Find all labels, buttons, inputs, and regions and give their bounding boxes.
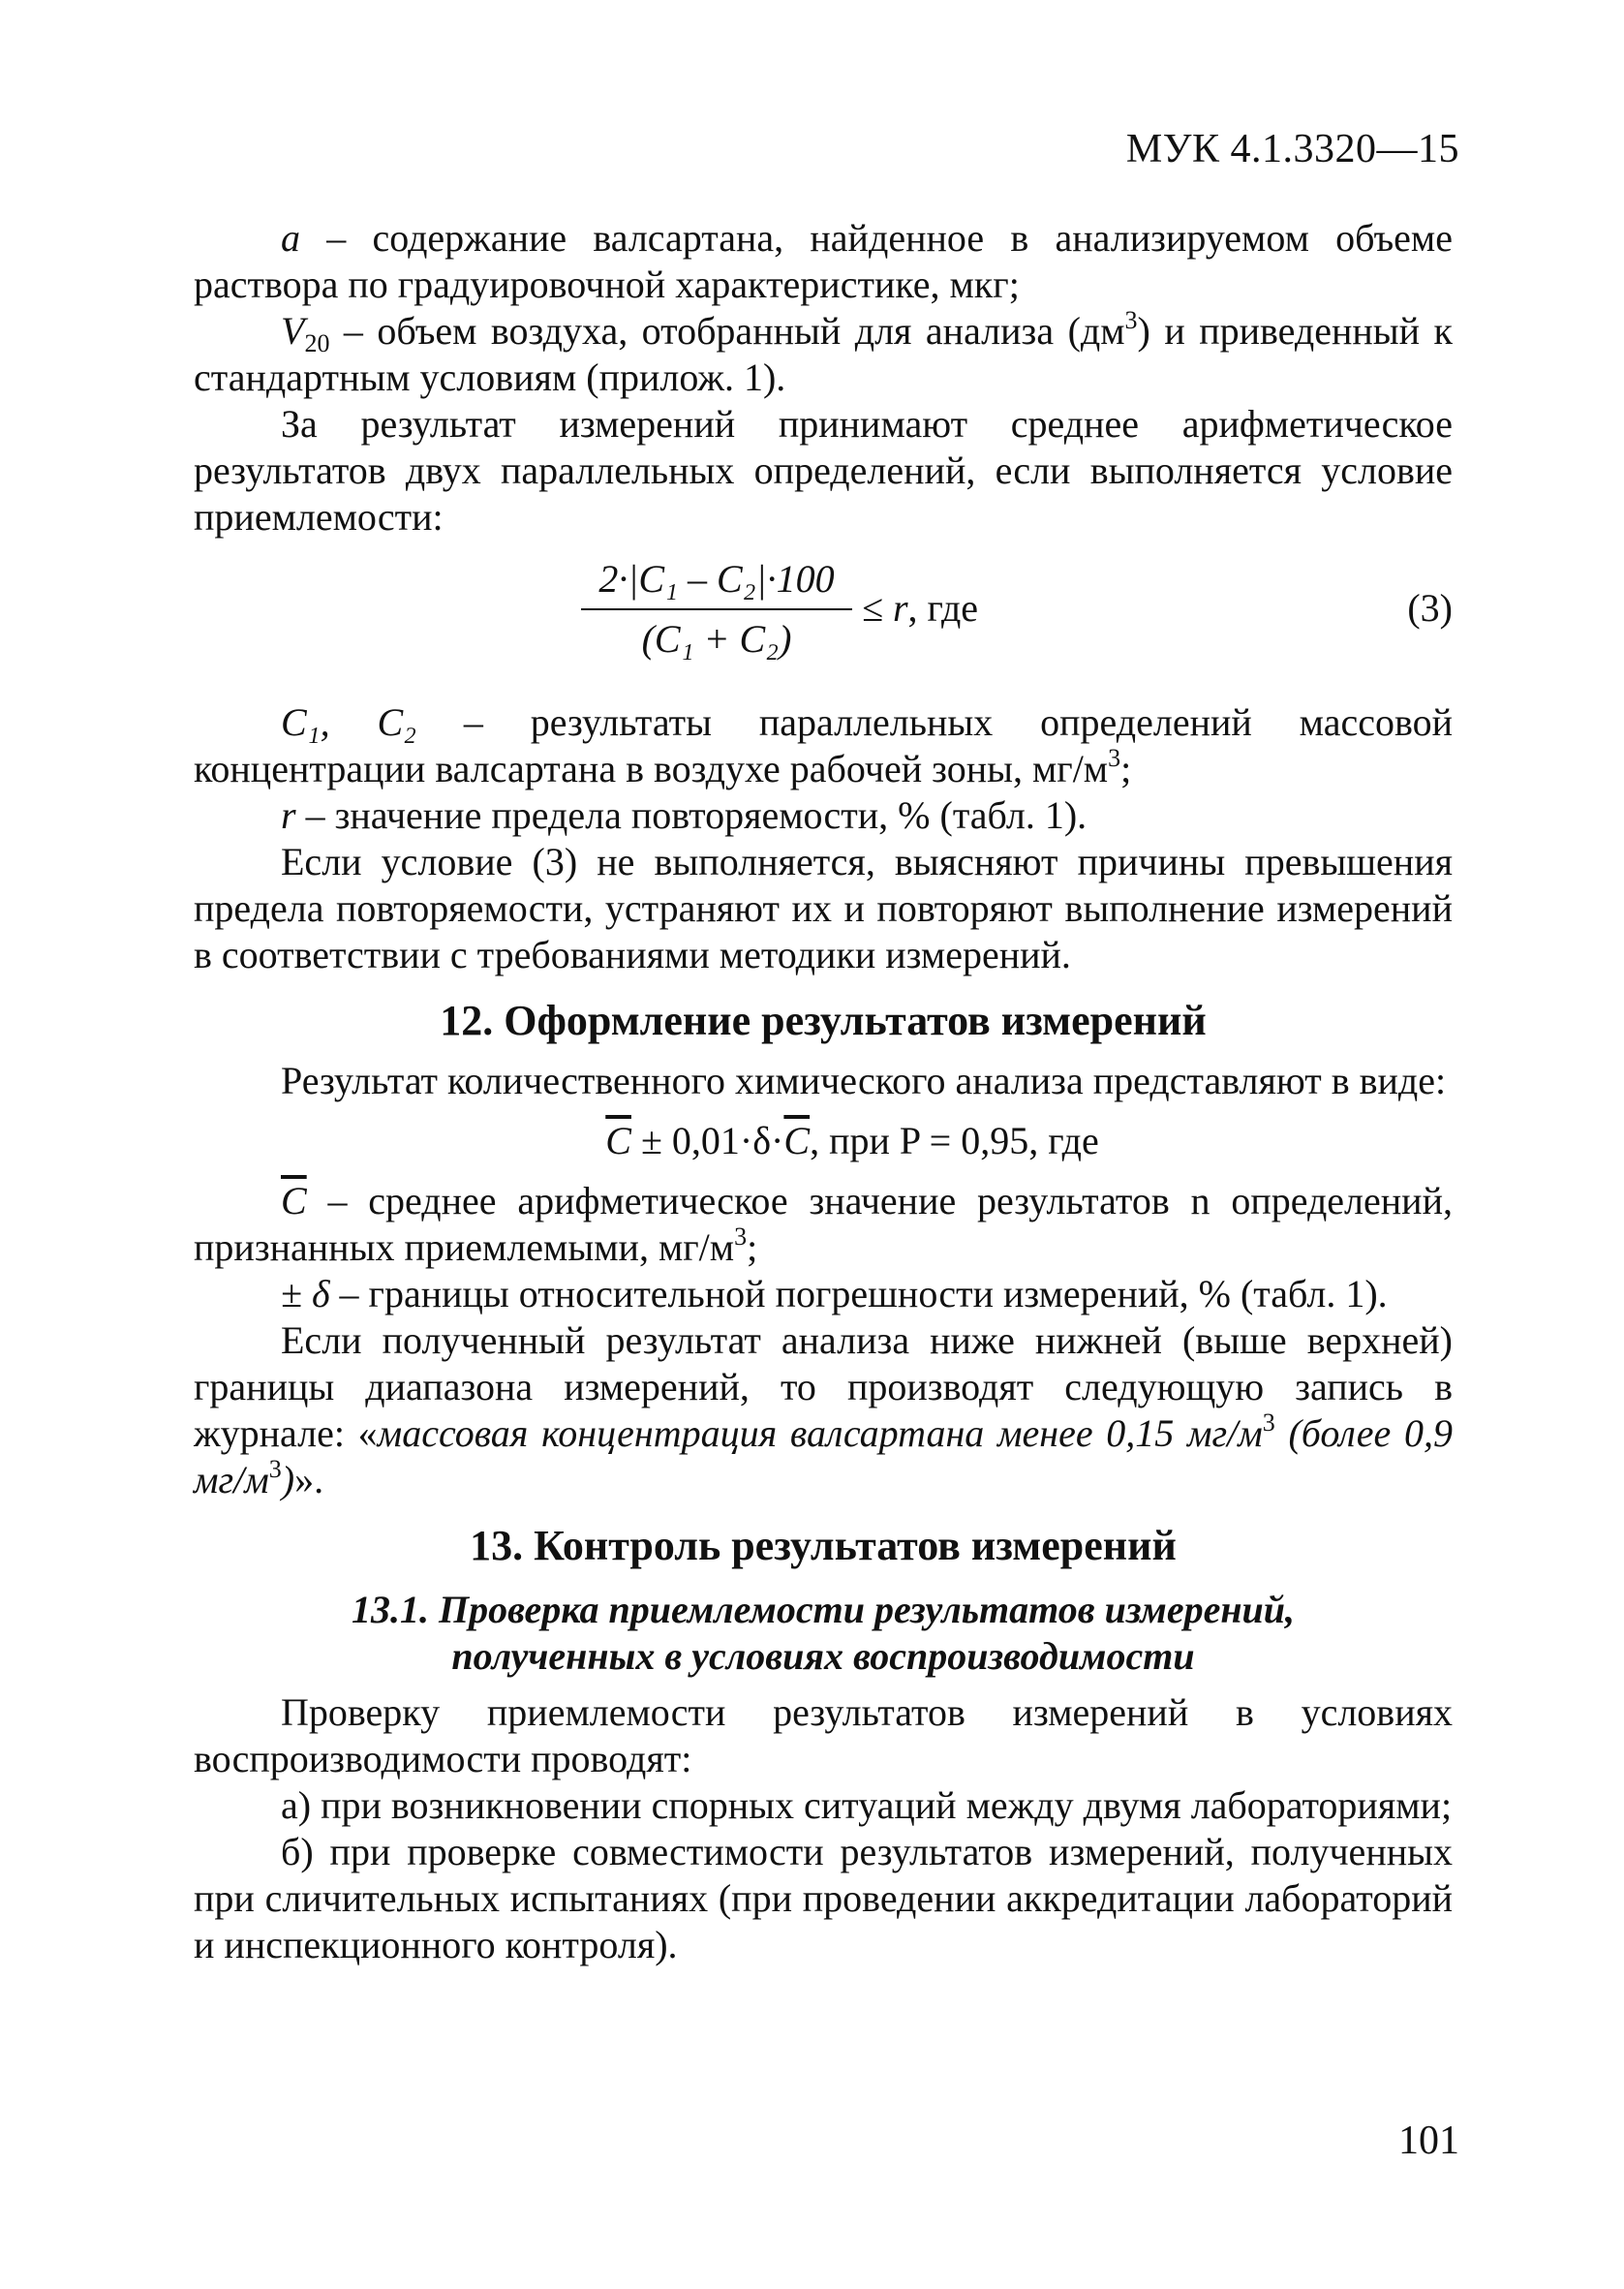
journal-text-end: ». bbox=[294, 1458, 324, 1501]
definition-v20-sup: 3 bbox=[1124, 306, 1138, 334]
page-number: 101 bbox=[1398, 2119, 1459, 2163]
formula-3-denominator: (C₁ + C₂) bbox=[641, 617, 792, 661]
definition-cbar bbox=[194, 1178, 1453, 1271]
variable-c1-c2: C₁, C₂ bbox=[281, 700, 417, 744]
section-13-intro: Проверку приемлемости результатов измерений в условиях воспроизводимости проводят: bbox=[194, 1690, 1453, 1780]
document-body bbox=[194, 215, 1453, 1968]
result-formula bbox=[194, 1118, 1453, 1164]
formula-3-fraction bbox=[581, 554, 852, 665]
subsection-13-1-heading bbox=[194, 1587, 1453, 1680]
definition-v20-text-1: – объем воздуха, отобранный для анализа (дм bbox=[329, 309, 1125, 353]
journal-sup-2: 3 bbox=[268, 1455, 282, 1483]
result-formula-tail: , при P = 0,95, где bbox=[810, 1119, 1099, 1162]
paragraph-journal-entry bbox=[194, 1317, 1453, 1503]
section-12-heading: 12. Оформление результатов измерений bbox=[440, 997, 1207, 1044]
journal-text-1: Если полученный результат анализа ниже нижней (выше верхней) границы диапазона измерений, то производят следующую запись в журнале: « bbox=[194, 1318, 1453, 1455]
definition-cbar-sup: 3 bbox=[734, 1222, 748, 1251]
definition-r bbox=[194, 792, 1453, 839]
result-formula-cbar: $\overline{C}$ bbox=[605, 1119, 631, 1162]
formula-3-relation bbox=[862, 585, 978, 632]
formula-3-where: , где bbox=[907, 586, 979, 630]
paragraph-result-acceptance: За результат измерений принимают среднее арифметическое результатов двух параллельных определений, если выполняется условие приемлемости: bbox=[194, 402, 1453, 539]
definition-delta-text: – границы относительной погрешности измерений, % (табл. 1). bbox=[329, 1272, 1388, 1315]
definition-c1-c2-text-1: – результаты параллельных определений массовой концентрации валсартана в воздухе рабочей зоны, мг/м bbox=[194, 700, 1453, 790]
definition-a-text: – содержание валсартана, найденное в анализируемом объеме раствора по градуировочной характеристике, мкг; bbox=[194, 216, 1453, 306]
variable-v: V bbox=[281, 309, 305, 353]
definition-cbar-text-2: ; bbox=[747, 1225, 758, 1269]
definition-v20 bbox=[194, 308, 1453, 401]
list-item-b: б) при проверке совместимости результатов измерений, полученных при сличительных испытаниях (при проведении аккредитации лабораторий и инспекционного контроля). bbox=[194, 1830, 1453, 1966]
document-code: МУК 4.1.3320—15 bbox=[1125, 127, 1459, 171]
definition-a bbox=[194, 215, 1453, 308]
section-13-heading: 13. Контроль результатов измерений bbox=[470, 1522, 1177, 1569]
definition-delta bbox=[194, 1271, 1453, 1317]
definition-c1-c2 bbox=[194, 699, 1453, 792]
journal-italic-3: ) bbox=[281, 1458, 295, 1501]
formula-3-numerator: 2·|C₁ – C₂|·100 bbox=[598, 557, 835, 601]
formula-3-number: (3) bbox=[1407, 586, 1453, 630]
variable-a: a bbox=[281, 216, 300, 260]
result-formula-mid: ± 0,01·δ· bbox=[630, 1119, 784, 1162]
definition-v20-text-2: ) и приведенный к стандартным условиям (прилож. 1). bbox=[194, 309, 1453, 399]
subsection-13-1-line-2: полученных в условиях воспроизводимости bbox=[451, 1634, 1195, 1678]
variable-r: r bbox=[281, 793, 296, 837]
subsection-13-1-line-1: 13.1. Проверка приемлемости результатов измерений, bbox=[351, 1588, 1296, 1631]
journal-italic-2: (более 0,9 мг/м bbox=[194, 1411, 1453, 1501]
variable-delta: ± δ bbox=[281, 1272, 330, 1315]
list-item-a: а) при возникновении спорных ситуаций между двумя лабораториями; bbox=[281, 1783, 1453, 1827]
variable-v-subscript: 20 bbox=[304, 329, 330, 357]
formula-3-relation-text: ≤ r bbox=[862, 586, 908, 630]
definition-c1-c2-sup: 3 bbox=[1108, 744, 1121, 772]
definition-cbar-text-1: – среднее арифметическое значение результатов n определений, признанных приемлемыми, мг/м bbox=[194, 1179, 1453, 1269]
variable-cbar: $\overline{C}$ bbox=[281, 1179, 307, 1222]
journal-sup-1: 3 bbox=[1262, 1408, 1275, 1437]
definition-r-text: – значение предела повторяемости, % (табл. 1). bbox=[295, 793, 1088, 837]
section-12-intro: Результат количественного химического анализа представляют в виде: bbox=[281, 1059, 1447, 1102]
definition-c1-c2-text-2: ; bbox=[1120, 747, 1132, 790]
fraction-bar bbox=[581, 608, 852, 610]
journal-italic-1: массовая концентрация валсартана менее 0,15 мг/м bbox=[377, 1411, 1263, 1455]
formula-3 bbox=[194, 554, 1453, 690]
paragraph-condition-not-met: Если условие (3) не выполняется, выясняют причины превышения предела повторяемости, устраняют их и повторяют выполнение измерений в соответствии с требованиями методики измерений. bbox=[194, 840, 1453, 976]
result-formula-cbar-2: $\overline{C}$ bbox=[783, 1119, 811, 1162]
